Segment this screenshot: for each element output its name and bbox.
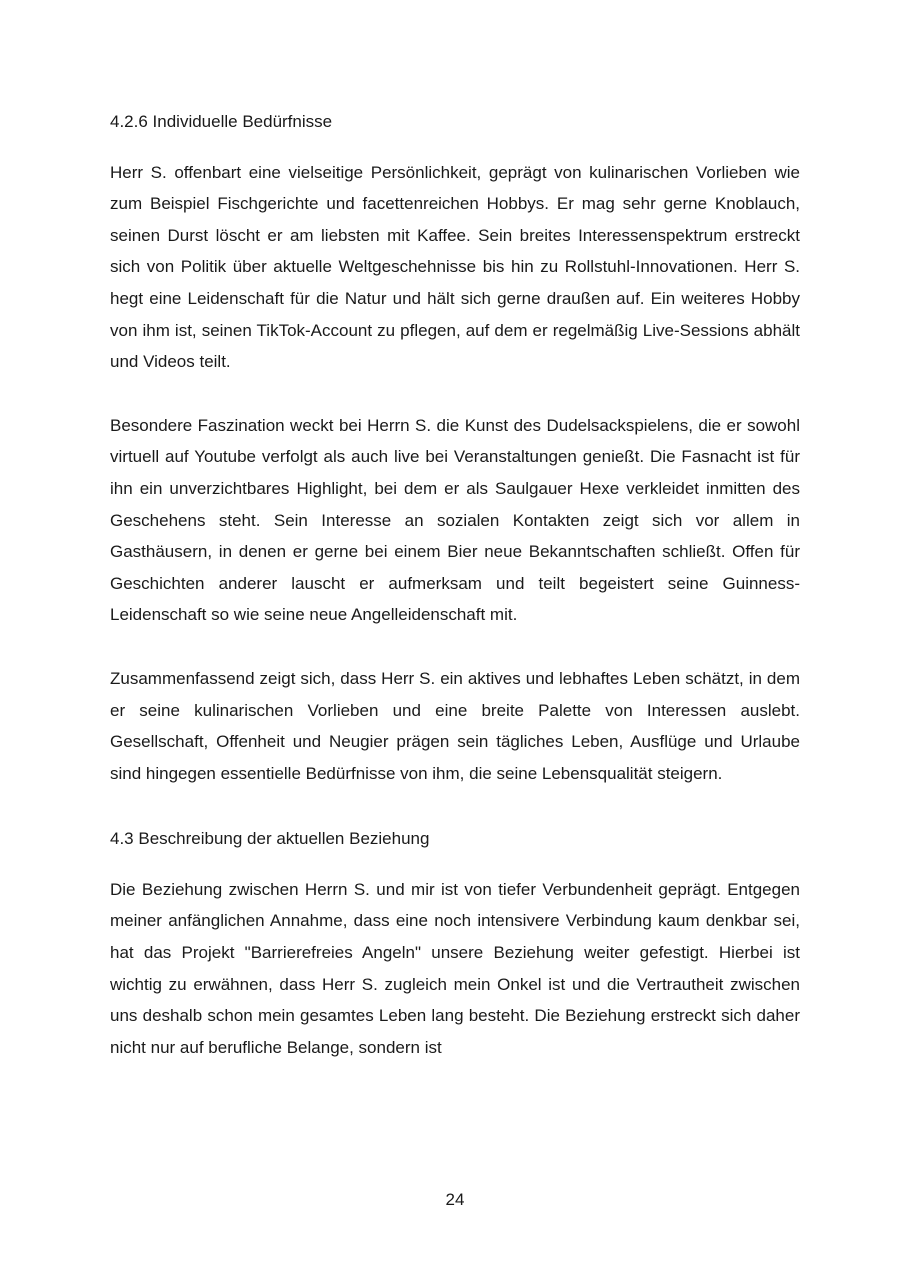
section-heading-relationship: 4.3 Beschreibung der aktuellen Beziehung [110,829,430,849]
page-content [110,106,800,1063]
paragraph-personality: Herr S. offenbart eine vielseitige Persönlichkeit, geprägt von kulinarischen Vorlieben wie zum Beispiel Fischgerichte und facettenreichen Hobbys. Er mag sehr gerne Knoblauch, seinen Durst löscht er am liebsten mit Kaffee. Sein breites Interessenspektrum erstreckt sich von Politik über aktuelle Weltgeschehnisse bis hin zu Rollstuhl-Innovationen. Herr S. hegt eine Leidenschaft für die Natur und hält sich gerne draußen auf. Ein weiteres Hobby von ihm ist, seinen TikTok-Account zu pflegen, auf dem er regelmäßig Live-Sessions abhält und Videos teilt. [110,162,800,372]
paragraph-summary: Zusammenfassend zeigt sich, dass Herr S. ein aktives und lebhaftes Leben schätzt, in dem er seine kulinarischen Vorlieben und eine breite Palette von Interessen auslebt. Gesellschaft, Offenheit und Neugier prägen sein tägliches Leben, Ausflüge und Urlaube sind hingegen essentielle Bedürfnisse von ihm, die seine Lebensqualität steigern. [110,668,800,783]
paragraph-fascination: Besondere Faszination weckt bei Herrn S. die Kunst des Dudelsackspielens, die er sowohl virtuell auf Youtube verfolgt als auch live bei Veranstaltungen genießt. Die Fasnacht ist für ihn ein unverzichtbares Highlight, bei dem er als Saulgauer Hexe verkleidet inmitten des Geschehens steht. Sein Interesse an sozialen Kontakten zeigt sich vor allem in Gasthäusern, in denen er gerne bei einem Bier neue Bekanntschaften schließt. Offen für Geschichten anderer lauscht er aufmerksam und teilt begeistert seine Guinness-Leidenschaft so wie seine neue Angelleidenschaft mit. [110,415,800,625]
page-number: 24 [445,1190,465,1209]
paragraph-relationship: Die Beziehung zwischen Herrn S. und mir ist von tiefer Verbundenheit geprägt. Entgegen meiner anfänglichen Annahme, dass eine noch intensivere Verbindung kaum denkbar sei, hat das Projekt "Barrierefreies Angeln" unsere Beziehung weiter gefestigt. Hierbei ist wichtig zu erwähnen, dass Herr S. zugleich mein Onkel ist und die Vertrautheit zwischen uns deshalb schon mein gesamtes Leben lang besteht. Die Beziehung erstreckt sich daher nicht nur auf berufliche Belange, sondern ist [110,879,800,1057]
section-heading-individual-needs: 4.2.6 Individuelle Bedürfnisse [110,112,333,131]
